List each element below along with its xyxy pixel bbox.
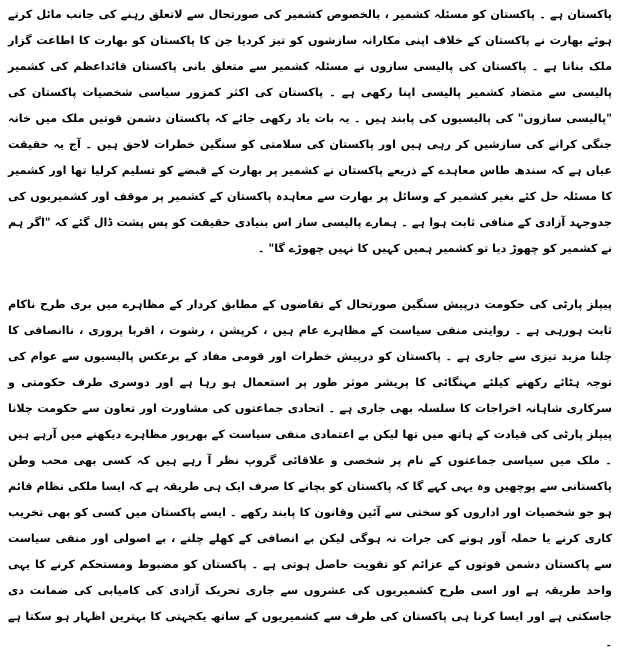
article-paragraph-2: پیپلز پارٹی کی حکومت درپیش سنگین صورتحال کے تقاضوں کے مطابق کردار کے مظاہرے میں بری طرح ناکام ثابت ہورہی ہے ۔ روایتی منفی سیاست کے مظاہرے عام ہیں ، کرپشن ، رشوت ، اقربا پروری ، ناانصافی کا چلنا مزید تیزی سے جاری ہے ۔ پاکستان کو درپیش خطرات اور قومی مفاد کے برعکس پالیسیوں سے عوام کی توجہ ہٹائے رکھنے کیلئے مہنگائی کا پریشر موثر طور پر استعمال ہو رہا ہے اور دوسری طرف حکومتی و سرکاری شاہانہ اخراجات کا سلسلہ بھی جاری ہے ۔ اتحادی جماعتوں کی مشاورت اور تعاون سے حکومت چلانا پیپلز پارٹی کی قیادت کے ہاتھ میں تھا لیکن بے اعتمادی منفی سیاست کے بھرپور مظاہرے دیکھنے میں آرہے ہیں ۔ ملک میں سیاسی جماعتوں کے نام پر شخصی و علاقائی گروپ نظر آ رہے ہیں کہ کسی بھی محب وطن پاکستانی سے پوچھیں وہ یہی کہے گا کہ پاکستان کو بچانے کا صرف ایک ہی طریقہ ہے کہ ایسا ملکی نظام قائم ہو جو شخصیات اور اداروں کو سختی سے آئین وقانون کا پابند رکھے ۔ ایسے پاکستان میں کسی کو بھی تخریب کاری کرنے یا حملہ آور ہونے کی جرات نہ ہوگی لیکن بے انصافی کے کھلے چلنے ، بے اصولی اور منفی سیاست سے پاکستان دشمن قوتوں کے عزائم کو تقویت حاصل ہوتی ہے ۔ پاکستان کو مضبوط ومستحکم کرنے کا یہی واحد طریقہ ہے اور اسی طرح کشمیریوں کی عشروں سے جاری تحریک آزادی کی کامیابی کی ضمانت دی جاسکتی ہے اور ایسا کرنا ہی پاکستان کی طرف سے کشمیریوں کے ساتھ یکجہتی کا بہترین اظہار ہو سکتا ہے ۔ bbox=[8, 298, 612, 649]
article-paragraph-1: پاکستان ہے ۔ پاکستان کو مسئلہ کشمیر ، بالخصوص کشمیر کی صورتحال سے لاتعلق رہنے کی جانب مائل کرتے ہوئے بھارت نے پاکستان کے خلاف اپنی مکارانہ سازشوں کو تیز کردیا جن کا پاکستان کو بھارت کا اطاعت گزار ملک بنانا ہے ۔ پاکستان کی پالیسی سازوں نے مسئلہ کشمیر سے متعلق بانی پاکستان قائداعظم کی کشمیر پالیسی سے متضاد کشمیر پالیسی اپنا رکھی ہے ۔ پاکستان کی اکثر کمزور سیاسی شخصیات پاکستان کی "پالیسی سازوں" کی پالیسیوں کی پابند ہیں ۔ یہ بات یاد رکھی جائے کہ پاکستان دشمن قوتیں ملک میں خانہ جنگی کرانے کی سازشیں کر رہی ہیں اور پاکستان کی سلامتی کو سنگین خطرات لاحق ہیں ۔ آج یہ حقیقت عیاں ہے کہ سندھ طاس معاہدے کے ذریعے پاکستان نے کشمیر پر بھارت کے قبضے کو تسلیم کرلیا تھا اور کشمیر کا مسئلہ حل کئے بغیر کشمیر کے وسائل پر بھارت سے معاہدہ پاکستان کے کشمیر پر موقف اور کشمیریوں کی جدوجہد آزادی کے منافی ثابت ہوا ہے ۔ ہمارے پالیسی ساز اس بنیادی حقیقت کو پس پشت ڈال گئے کہ "اگر ہم نے کشمیر کو چھوڑ دیا تو کشمیر ہمیں کہیں کا نہیں چھوڑے گا" ۔ bbox=[8, 8, 612, 255]
